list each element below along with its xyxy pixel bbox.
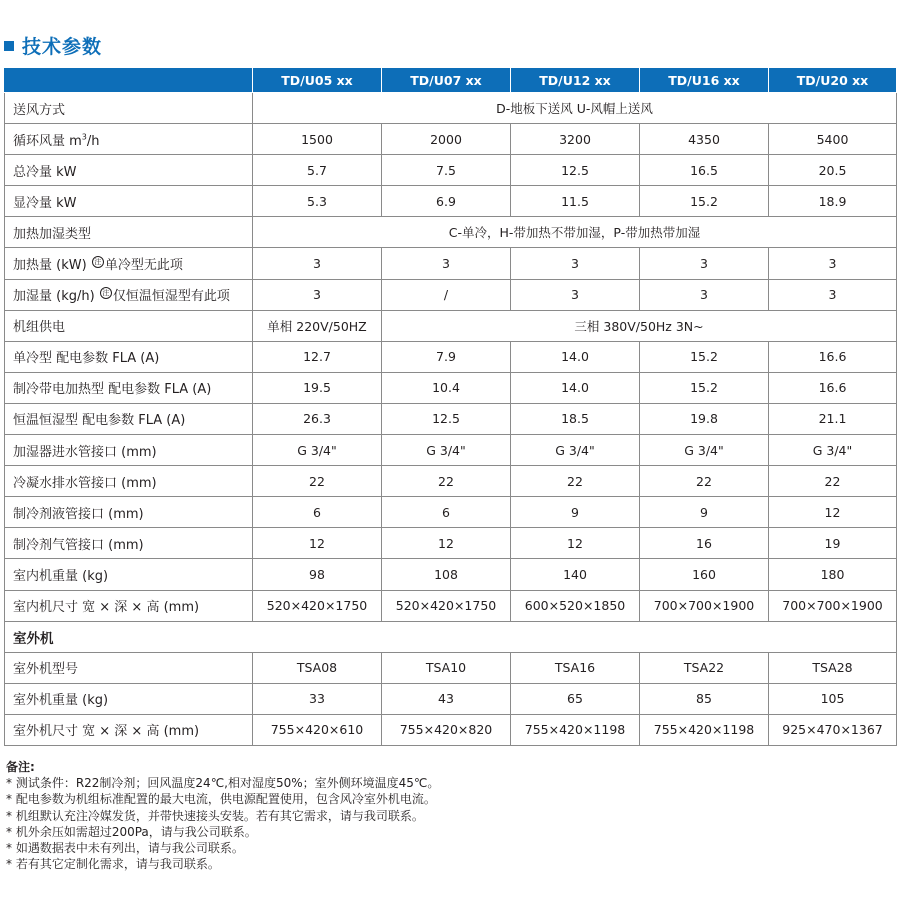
value-cell: 3 (253, 248, 382, 279)
value-cell: 14.0 (511, 341, 640, 372)
value-cell: 22 (769, 466, 897, 497)
value-cell: 5.7 (253, 155, 382, 186)
table-row (5, 217, 897, 248)
row-label: 室内机重量 (kg) (5, 559, 253, 590)
value-cell: 12 (769, 497, 897, 528)
table-row (5, 714, 897, 745)
table-row (5, 528, 897, 559)
table-row (5, 310, 897, 341)
value-cell: 3 (511, 279, 640, 310)
value-cell: 755×420×820 (382, 714, 511, 745)
value-cell: 6.9 (382, 186, 511, 217)
merged-value-cell: 三相 380V/50Hz 3N~ (382, 310, 897, 341)
value-cell: 12 (511, 528, 640, 559)
table-row (5, 124, 897, 155)
merged-value-cell: D-地板下送风 U-风帽上送风 (253, 93, 897, 124)
value-cell: 140 (511, 559, 640, 590)
value-cell: 160 (640, 559, 769, 590)
value-cell: 16.6 (769, 372, 897, 403)
column-header: TD/U20 xx (769, 68, 897, 93)
row-label: 单冷型 配电参数 FLA (A) (5, 341, 253, 372)
section-heading (4, 32, 102, 59)
value-cell: 755×420×610 (253, 714, 382, 745)
heading-square-icon (4, 41, 14, 51)
row-label-note: 单冷型无此项 (104, 258, 183, 274)
value-cell: 5.3 (253, 186, 382, 217)
value-cell: TSA28 (769, 652, 897, 683)
value-cell: 14.0 (511, 372, 640, 403)
value-cell: 18.5 (511, 403, 640, 434)
row-label: 冷凝水排水管接口 (mm) (5, 466, 253, 497)
notes-block (6, 759, 439, 872)
column-header: TD/U07 xx (382, 68, 511, 93)
note-mark-icon: 注 (92, 256, 104, 268)
value-cell: 43 (382, 683, 511, 714)
value-cell: 12 (382, 528, 511, 559)
row-label: 恒温恒湿型 配电参数 FLA (A) (5, 403, 253, 434)
table-row (5, 652, 897, 683)
value-cell: 925×470×1367 (769, 714, 897, 745)
note-item: * 配电参数为机组标准配置的最大电流，供电源配置使用，包含风冷室外机电流。 (6, 792, 436, 807)
value-cell: 33 (253, 683, 382, 714)
note-item: * 若有其它定制化需求，请与我司联系。 (6, 857, 220, 872)
table-row (5, 403, 897, 434)
column-header: TD/U16 xx (640, 68, 769, 93)
value-cell: G 3/4" (640, 435, 769, 466)
table-row (5, 466, 897, 497)
section-label: 室外机 (5, 621, 897, 652)
value-cell: 6 (382, 497, 511, 528)
value-cell: 单相 220V/50HZ (253, 310, 382, 341)
value-cell: 700×700×1900 (769, 590, 897, 621)
row-label: 制冷带电加热型 配电参数 FLA (A) (5, 372, 253, 403)
value-cell: 22 (511, 466, 640, 497)
value-cell: 2000 (382, 124, 511, 155)
row-label-text: 循环风量 m (13, 133, 82, 149)
value-cell: 12.5 (511, 155, 640, 186)
table-row (5, 683, 897, 714)
row-label: 制冷剂气管接口 (mm) (5, 528, 253, 559)
value-cell: 22 (382, 466, 511, 497)
value-cell: 12.7 (253, 341, 382, 372)
row-label: 室外机型号 (5, 652, 253, 683)
table-row (5, 186, 897, 217)
row-label: 总冷量 kW (5, 155, 253, 186)
value-cell: 16 (640, 528, 769, 559)
value-cell: 21.1 (769, 403, 897, 434)
value-cell: 3 (253, 279, 382, 310)
value-cell: 9 (511, 497, 640, 528)
value-cell: G 3/4" (769, 435, 897, 466)
value-cell: G 3/4" (253, 435, 382, 466)
value-cell: 19 (769, 528, 897, 559)
value-cell: 755×420×1198 (511, 714, 640, 745)
table-row (5, 435, 897, 466)
column-header: TD/U05 xx (253, 68, 382, 93)
value-cell: 180 (769, 559, 897, 590)
value-cell: 22 (253, 466, 382, 497)
row-label-note: 仅恒温恒湿型有此项 (112, 289, 230, 305)
value-cell: 16.6 (769, 341, 897, 372)
value-cell: G 3/4" (382, 435, 511, 466)
value-cell: 15.2 (640, 372, 769, 403)
note-item: * 如遇数据表中未有列出，请与我公司联系。 (6, 841, 244, 856)
value-cell: 85 (640, 683, 769, 714)
row-label: 室外机尺寸 宽 × 深 × 高 (mm) (5, 714, 253, 745)
table-header-row (5, 68, 897, 93)
value-cell: 65 (511, 683, 640, 714)
value-cell: 15.2 (640, 341, 769, 372)
value-cell: 22 (640, 466, 769, 497)
row-label: 送风方式 (5, 93, 253, 124)
value-cell: 755×420×1198 (640, 714, 769, 745)
row-label: 显冷量 kW (5, 186, 253, 217)
notes-title: 备注: (6, 760, 35, 774)
note-item: * 测试条件：R22制冷剂；回风温度24℃,相对湿度50%；室外侧环境温度45℃。 (6, 776, 440, 791)
value-cell: 600×520×1850 (511, 590, 640, 621)
row-label: 加湿器进水管接口 (mm) (5, 435, 253, 466)
table-row (5, 372, 897, 403)
row-label (5, 248, 253, 279)
value-cell: 19.8 (640, 403, 769, 434)
table-row (5, 93, 897, 124)
merged-value-cell: C-单冷，H-带加热不带加湿，P-带加热带加湿 (253, 217, 897, 248)
spec-table (4, 67, 897, 746)
value-cell: 20.5 (769, 155, 897, 186)
table-row (5, 341, 897, 372)
table-row (5, 248, 897, 279)
row-label (5, 124, 253, 155)
value-cell: 5400 (769, 124, 897, 155)
table-row (5, 559, 897, 590)
value-cell: 105 (769, 683, 897, 714)
value-cell: 15.2 (640, 186, 769, 217)
value-cell: TSA16 (511, 652, 640, 683)
value-cell: 7.9 (382, 341, 511, 372)
value-cell: 16.5 (640, 155, 769, 186)
value-cell: 700×700×1900 (640, 590, 769, 621)
value-cell: 3 (511, 248, 640, 279)
value-cell: 9 (640, 497, 769, 528)
value-cell: 3 (382, 248, 511, 279)
value-cell: 3 (769, 248, 897, 279)
value-cell: 4350 (640, 124, 769, 155)
table-row (5, 590, 897, 621)
value-cell: 520×420×1750 (253, 590, 382, 621)
note-item: * 机组默认充注冷媒发货，并带快速接头安装。若有其它需求，请与我司联系。 (6, 808, 424, 823)
row-label-text: 加湿量 (kg/h) (13, 289, 95, 305)
note-mark-icon: 注 (100, 287, 112, 299)
value-cell: 3200 (511, 124, 640, 155)
value-cell: 12.5 (382, 403, 511, 434)
value-cell: 520×420×1750 (382, 590, 511, 621)
value-cell: TSA08 (253, 652, 382, 683)
row-label (5, 279, 253, 310)
value-cell: 10.4 (382, 372, 511, 403)
superscript: 3 (81, 132, 87, 142)
value-cell: 19.5 (253, 372, 382, 403)
row-label-unit: /h (86, 133, 100, 149)
value-cell: 98 (253, 559, 382, 590)
row-label: 室外机重量 (kg) (5, 683, 253, 714)
table-row (5, 497, 897, 528)
row-label: 制冷剂液管接口 (mm) (5, 497, 253, 528)
value-cell: 18.9 (769, 186, 897, 217)
row-label-text: 加热量 (kW) (13, 258, 87, 274)
value-cell: 3 (769, 279, 897, 310)
value-cell: 3 (640, 279, 769, 310)
value-cell: 12 (253, 528, 382, 559)
row-label: 机组供电 (5, 310, 253, 341)
value-cell: G 3/4" (511, 435, 640, 466)
note-item: * 机外余压如需超过200Pa，请与我公司联系。 (6, 824, 257, 839)
table-row (5, 155, 897, 186)
column-header: TD/U12 xx (511, 68, 640, 93)
value-cell: 6 (253, 497, 382, 528)
value-cell: 7.5 (382, 155, 511, 186)
header-blank-cell (5, 68, 253, 93)
row-label: 室内机尺寸 宽 × 深 × 高 (mm) (5, 590, 253, 621)
value-cell: / (382, 279, 511, 310)
page-title: 技术参数 (22, 36, 103, 58)
value-cell: TSA10 (382, 652, 511, 683)
row-label: 加热加湿类型 (5, 217, 253, 248)
section-row (5, 621, 897, 652)
value-cell: 108 (382, 559, 511, 590)
value-cell: 3 (640, 248, 769, 279)
value-cell: 1500 (253, 124, 382, 155)
value-cell: 11.5 (511, 186, 640, 217)
value-cell: TSA22 (640, 652, 769, 683)
value-cell: 26.3 (253, 403, 382, 434)
table-row (5, 279, 897, 310)
